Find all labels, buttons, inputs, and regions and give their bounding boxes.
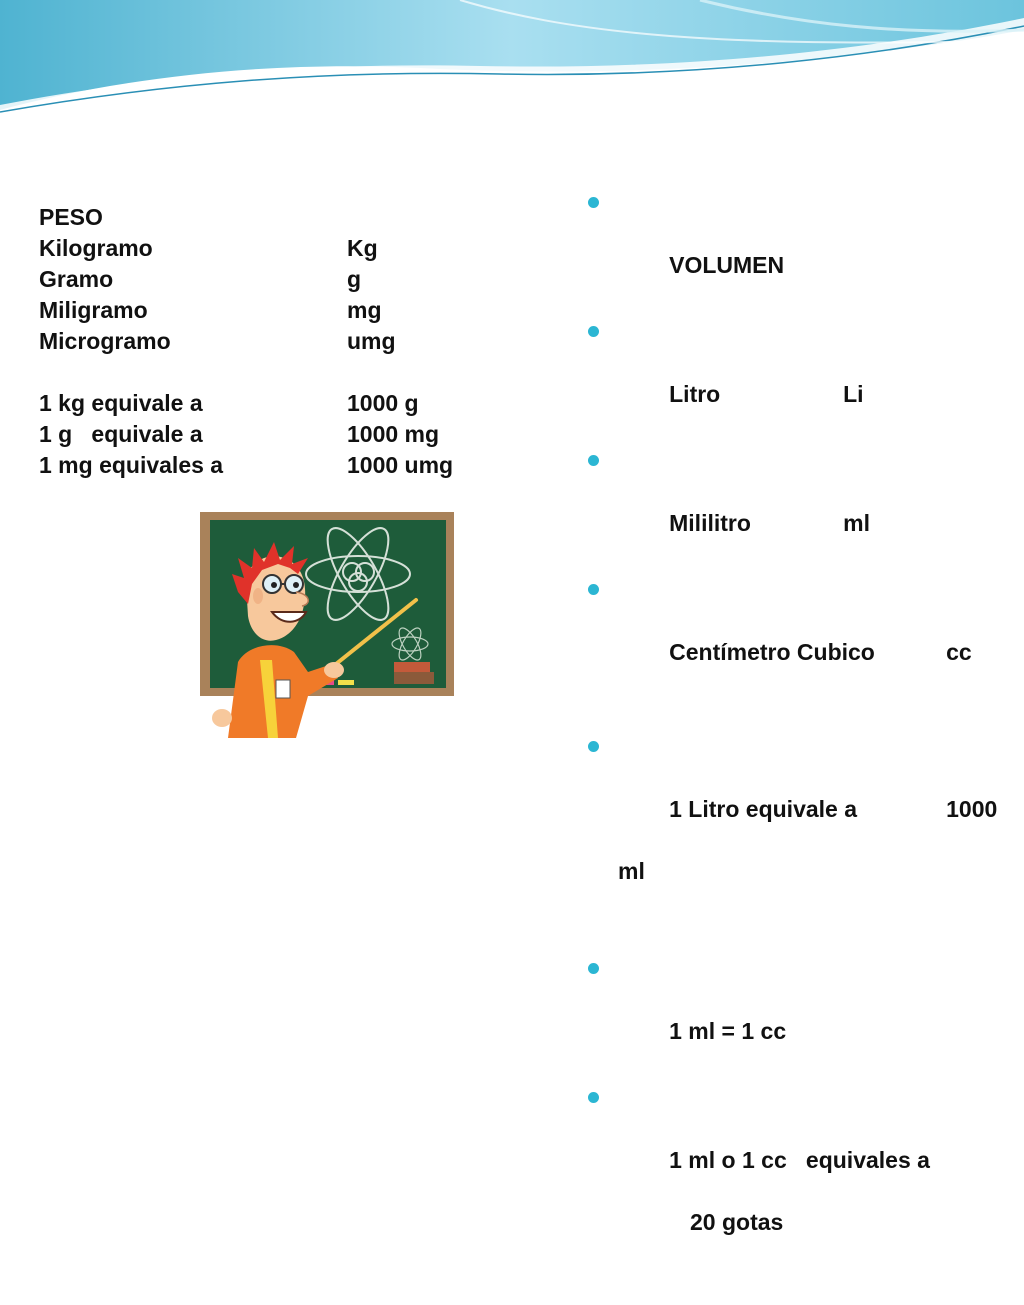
list-item	[588, 188, 997, 312]
peso-unit-name: Miligramo	[39, 297, 148, 323]
bullet-icon	[588, 326, 599, 337]
peso-unit-symbol: g	[347, 266, 362, 292]
volumen-section	[588, 188, 997, 1305]
volumen-unit-name: Litro	[669, 381, 721, 407]
list-item	[588, 732, 997, 949]
peso-equivalence-left: 1 mg equivales a	[39, 452, 224, 478]
list-item	[588, 575, 997, 699]
eraser-icon	[394, 672, 434, 684]
bullet-icon	[588, 197, 599, 208]
peso-equivalence-left: 1 g equivale a	[39, 421, 203, 447]
volumen-unit-symbol: Li	[843, 381, 864, 407]
header-wave-decoration	[0, 0, 1024, 120]
hand	[324, 662, 344, 678]
list-item	[588, 1083, 997, 1300]
volumen-unit-symbol: cc	[946, 639, 972, 665]
ear	[253, 588, 263, 604]
bullet-icon	[588, 455, 599, 466]
list-item	[588, 446, 997, 570]
volumen-unit-name: Centímetro Cubico	[669, 639, 875, 665]
peso-equivalence-right: 1000 g	[347, 390, 419, 416]
peso-equivalence-row	[39, 388, 453, 419]
volumen-equivalence-continuation: 20 gotas	[690, 1209, 784, 1235]
peso-unit-symbol: umg	[347, 328, 396, 354]
peso-unit-row	[39, 233, 453, 264]
bullet-icon	[588, 963, 599, 974]
list-item	[588, 317, 997, 441]
peso-title-row	[39, 202, 453, 233]
volumen-equivalence: 1 ml = 1 cc	[669, 1018, 787, 1044]
peso-unit-row	[39, 264, 453, 295]
peso-equivalence-right: 1000 mg	[347, 421, 440, 447]
peso-equivalence-left: 1 kg equivale a	[39, 390, 203, 416]
peso-unit-symbol: mg	[347, 297, 382, 323]
bullet-icon	[588, 584, 599, 595]
volumen-equivalence-right: 1000	[946, 796, 998, 822]
peso-unit-name: Kilogramo	[39, 235, 153, 261]
chalk-icon	[338, 680, 354, 685]
teacher-at-chalkboard-illustration	[198, 512, 454, 738]
hand	[212, 709, 232, 727]
volumen-equivalence: 1 ml o 1 cc equivales a	[669, 1147, 930, 1173]
bullet-icon	[588, 741, 599, 752]
peso-equivalence-row	[39, 450, 453, 481]
badge-icon	[276, 680, 290, 698]
list-item	[588, 954, 997, 1078]
volumen-list	[588, 188, 997, 1300]
peso-unit-symbol: Kg	[347, 235, 378, 261]
peso-unit-name: Microgramo	[39, 328, 171, 354]
volumen-equivalence-left: 1 Litro equivale a	[669, 796, 858, 822]
eraser-icon	[394, 662, 430, 672]
volumen-unit-name: Mililitro	[669, 510, 751, 536]
volumen-title: VOLUMEN	[669, 252, 785, 278]
peso-spacer	[39, 357, 453, 388]
peso-title: PESO	[39, 204, 103, 230]
peso-unit-name: Gramo	[39, 266, 114, 292]
peso-equivalence-row	[39, 419, 453, 450]
peso-section	[39, 202, 453, 481]
volumen-unit-symbol: ml	[843, 510, 870, 536]
peso-equivalence-right: 1000 umg	[347, 452, 454, 478]
bullet-icon	[588, 1092, 599, 1103]
peso-unit-row	[39, 326, 453, 357]
volumen-equivalence-continuation: ml	[618, 858, 645, 884]
peso-unit-row	[39, 295, 453, 326]
